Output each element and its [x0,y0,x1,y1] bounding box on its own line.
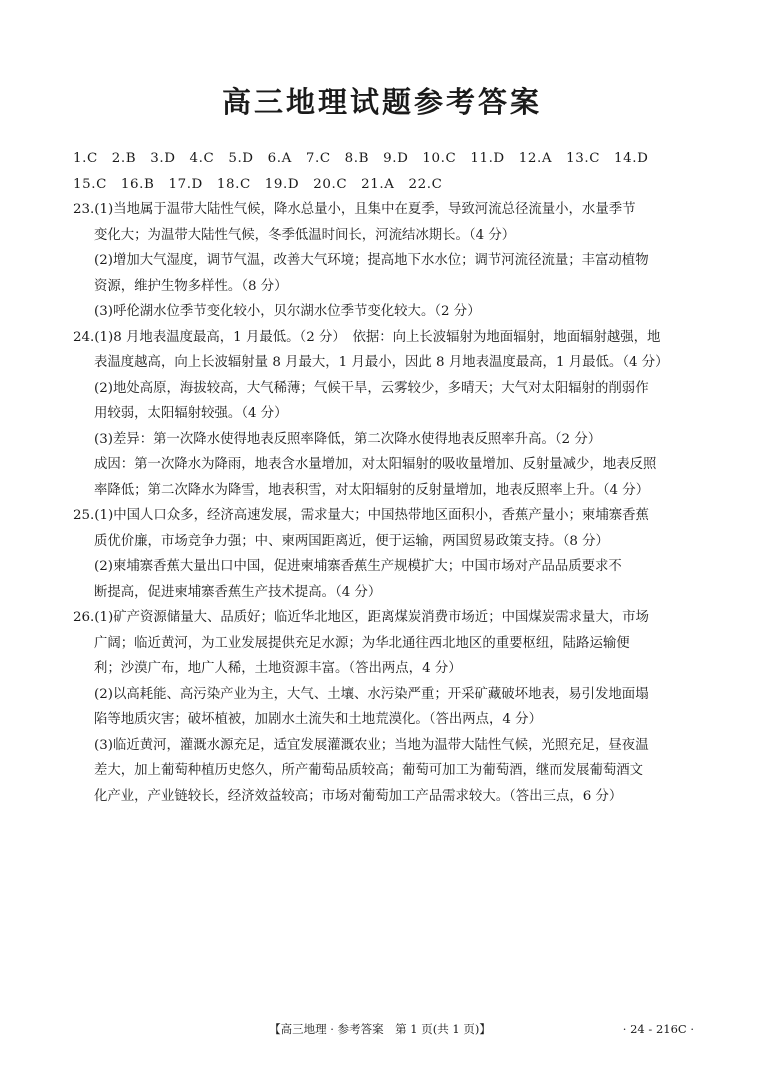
answer-text-line: 25.(1)中国人口众多，经济高速发展，需求量大；中国热带地区面积小，香蕉产量小；柬埔寨香蕉 [73,508,649,523]
answer-text-line: 广阔；临近黄河，为工业发展提供充足水源；为华北通往西北地区的重要枢纽，陆路运输便 [94,635,630,651]
answer-text-line: 陷等地质灾害；破坏植被，加剧水土流失和土地荒漠化。（答出两点，4 分） [94,712,542,727]
footer-exam-code: · 24 - 216C · [622,1022,694,1036]
answer-text-line: 率降低；第二次降水为降雪，地表积雪，对太阳辐射的反射量增加，地表反照率上升。（4 分） [94,482,650,498]
answer-text-line: (3)差异：第一次降水使得地表反照率降低，第二次降水使得地表反照率升高。（2 分） [94,431,602,447]
answer-text-line: 表温度越高，向上长波辐射量 8 月最大，1 月最小，因此 8 月地表温度最高，1 月最低。（4 分） [94,355,669,370]
answer-text-line: 24.(1)8 月地表温度最高，1 月最低。（2 分） 依据：向上长波辐射为地面辐射，地面辐射越强，地 [73,329,661,345]
answer-text-line: 变化大；为温带大陆性气候，冬季低温时间长，河流结冰期长。（4 分） [94,227,516,243]
page-title: 高三地理试题参考答案 [221,85,542,119]
answer-text-line: (3)临近黄河，灌溉水源充足，适宜发展灌溉农业；当地为温带大陆性气候，光照充足，昼夜温 [94,737,649,753]
answer-text-line: 26.(1)矿产资源储量大、品质好；临近华北地区，距离煤炭消费市场近；中国煤炭需求量大，市场 [73,610,649,625]
answer-text-line: 利；沙漠广布，地广人稀，土地资源丰富。（答出两点，4 分） [94,661,462,676]
answer-text-line: 质优价廉，市场竞争力强；中、柬两国距离近，便于运输，两国贸易政策支持。（8 分） [94,533,609,549]
answer-text-line: (2)增加大气湿度，调节气温，改善大气环境；提高地下水水位；调节河流径流量；丰富动植物 [94,253,649,268]
answer-body [73,146,709,809]
answer-text-line: (2)以高耗能、高污染产业为主，大气、土壤、水污染严重；开采矿藏破坏地表，易引发地面塌 [94,686,649,702]
answer-text-line: (3)呼伦湖水位季节变化较小，贝尔湖水位季节变化较大。（2 分） [94,304,481,319]
footer-page-info: 【高三地理 · 参考答案 第 1 页(共 1 页)】 [269,1022,491,1036]
page-footer [0,1019,764,1039]
answer-text-line: 用较弱，太阳辐射较强。（4 分） [94,406,288,421]
answer-text-line: 资源，维护生物多样性。（8 分） [94,278,288,294]
choice-answer-line: 15.C 16.B 17.D 18.C 19.D 20.C 21.A 22.C [73,176,443,192]
answer-text-line: (2)地处高原，海拔较高，大气稀薄；气候干旱，云雾较少，多晴天；大气对太阳辐射的削弱作 [94,380,649,396]
answer-text-line: 成因：第一次降水为降雨，地表含水量增加，对太阳辐射的吸收量增加、反射量减少，地表反照 [94,457,657,472]
choice-answer-line: 1.C 2.B 3.D 4.C 5.D 6.A 7.C 8.B 9.D 10.C 11.D 12.A 13.C 14.D [73,151,649,166]
answer-text-line: 断提高，促进柬埔寨香蕉生产技术提高。（4 分） [94,584,382,600]
answer-text-line: (2)柬埔寨香蕉大量出口中国，促进柬埔寨香蕉生产规模扩大；中国市场对产品品质要求不 [94,559,622,574]
answer-text-line: 差大，加上葡萄种植历史悠久，所产葡萄品质较高；葡萄可加工为葡萄酒，继而发展葡萄酒文 [94,763,644,778]
answer-text-line: 化产业，产业链较长，经济效益较高；市场对葡萄加工产品需求较大。（答出三点，6 分） [94,788,623,804]
answer-text-line: 23.(1)当地属于温带大陆性气候，降水总量小，且集中在夏季，导致河流总径流量小，水量季节 [73,202,636,217]
